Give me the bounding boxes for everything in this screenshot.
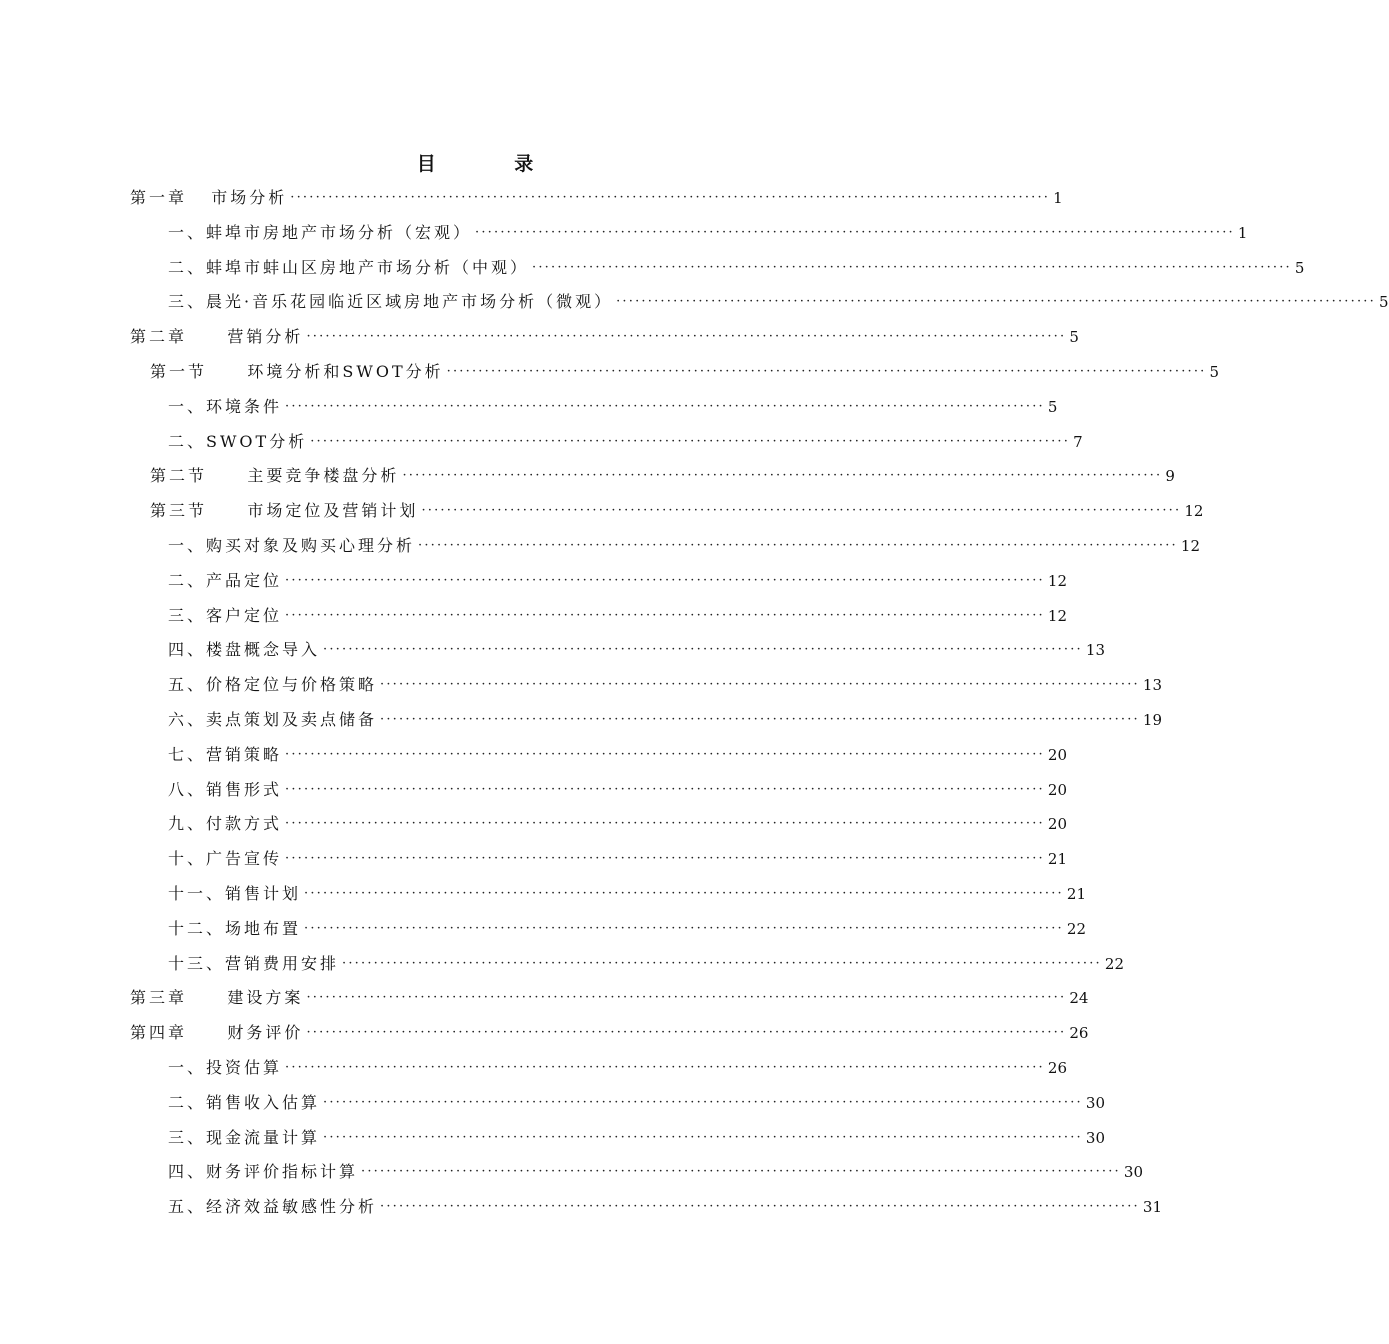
toc-entry-item[interactable] <box>168 564 1067 598</box>
toc-page-number: 21 <box>1066 885 1086 903</box>
toc-page-number: 24 <box>1069 989 1089 1008</box>
toc-entry-item[interactable] <box>168 738 1067 772</box>
toc-page-number: 30 <box>1123 1163 1143 1182</box>
toc-entry-item[interactable] <box>168 1155 1143 1189</box>
toc-page-number: 5 <box>1378 293 1389 312</box>
dot-leader: ························································································································ <box>290 190 1051 205</box>
toc-entry-chapter[interactable] <box>130 181 1063 215</box>
toc-entry-label: 十二、场地布置 <box>168 918 302 938</box>
toc-entry-item[interactable] <box>168 425 1083 459</box>
dot-leader: ························································································································ <box>306 329 1067 345</box>
toc-page-number: 22 <box>1104 954 1124 973</box>
toc-entry-item[interactable] <box>168 390 1058 424</box>
toc-entry-item[interactable] <box>168 251 1305 285</box>
toc-page-number: 1 <box>1053 189 1063 207</box>
toc-entry-item[interactable] <box>168 947 1124 981</box>
toc-entry-item[interactable] <box>168 912 1086 946</box>
toc-page-number: 13 <box>1142 676 1162 695</box>
dot-leader: ························································································································ <box>421 503 1182 519</box>
toc-page-number: 30 <box>1085 1128 1105 1147</box>
toc-page-number: 7 <box>1073 432 1083 451</box>
dot-leader: ························································································································ <box>310 433 1071 449</box>
toc-entry-label: 二、产品定位 <box>168 570 283 590</box>
toc-entry-item[interactable] <box>168 703 1162 737</box>
toc-entry-label: 五、价格定位与价格策略 <box>168 675 378 695</box>
dot-leader: ························································································································ <box>304 886 1064 901</box>
toc-entry-label: 十三、营销费用安排 <box>168 953 340 973</box>
toc-page-number: 5 <box>1069 328 1079 347</box>
toc-entry-section[interactable] <box>150 355 1220 389</box>
toc-page-number: 12 <box>1180 537 1200 555</box>
toc-entry-item[interactable] <box>168 668 1162 702</box>
toc-page-number: 12 <box>1047 571 1067 590</box>
toc-entry-label: 第一节 环境分析和SWOT分析 <box>150 362 444 381</box>
toc-entry-chapter[interactable] <box>130 1016 1089 1050</box>
page-title: 目 录 <box>416 153 570 175</box>
dot-leader: ························································································································ <box>285 398 1045 414</box>
toc-entry-label: 一、蚌埠市房地产市场分析（宏观） <box>168 222 473 242</box>
toc-entry-label: 三、客户定位 <box>168 605 283 625</box>
dot-leader: ························································································································ <box>361 1164 1121 1180</box>
toc-entry-section[interactable] <box>150 494 1204 528</box>
dot-leader: ························································································································ <box>342 955 1102 971</box>
dot-leader: ························································································································ <box>285 781 1045 797</box>
toc-entry-label: 九、付款方式 <box>168 814 283 834</box>
toc-entry-label: 五、经济效益敏感性分析 <box>168 1197 378 1217</box>
dot-leader: ························································································································ <box>402 468 1163 484</box>
toc-entry-label: 一、投资估算 <box>168 1058 283 1077</box>
toc-entry-item[interactable] <box>168 1086 1105 1120</box>
toc-entry-label: 三、晨光·音乐花园临近区域房地产市场分析（微观） <box>168 292 614 312</box>
dot-leader: ························································································································ <box>323 1094 1083 1110</box>
toc-entry-label: 一、购买对象及购买心理分析 <box>168 536 416 555</box>
dot-leader: ························································································································ <box>285 1060 1045 1075</box>
dot-leader: ························································································································ <box>285 746 1045 762</box>
dot-leader: ························································································································ <box>285 572 1045 588</box>
toc-entry-item[interactable] <box>168 842 1067 876</box>
toc-page-number: 5 <box>1294 258 1305 277</box>
toc-entry-label: 二、蚌埠市蚌山区房地产市场分析（中观） <box>168 257 530 277</box>
toc-page-number: 22 <box>1066 919 1086 938</box>
dot-leader: ························································································································ <box>532 259 1292 275</box>
toc-entry-label: 八、销售形式 <box>168 779 283 799</box>
toc-entry-label: 第三节 市场定位及营销计划 <box>150 501 419 521</box>
toc-page-number: 20 <box>1047 745 1067 764</box>
toc-page-number: 5 <box>1209 363 1220 381</box>
toc-page-number: 12 <box>1184 502 1204 521</box>
toc-entry-item[interactable] <box>168 1190 1162 1224</box>
toc-entry-label: 六、卖点策划及卖点储备 <box>168 710 378 729</box>
toc-entry-item[interactable] <box>168 633 1105 667</box>
toc-entry-label: 七、营销策略 <box>168 744 283 764</box>
toc-entry-label: 第二章 营销分析 <box>130 327 304 347</box>
toc-entry-item[interactable] <box>168 1051 1067 1085</box>
toc-entry-item[interactable] <box>168 773 1067 807</box>
toc-entry-chapter[interactable] <box>130 981 1089 1015</box>
dot-leader: ························································································································ <box>323 1129 1083 1145</box>
dot-leader: ························································································································ <box>616 294 1376 310</box>
toc-entry-label: 三、现金流量计算 <box>168 1127 321 1147</box>
toc-page-number: 26 <box>1069 1024 1089 1043</box>
toc-entry-label: 第四章 财务评价 <box>130 1023 304 1043</box>
toc-page-number: 21 <box>1047 850 1067 869</box>
dot-leader: ························································································································ <box>380 677 1140 693</box>
toc-page-number: 20 <box>1047 815 1067 834</box>
dot-leader: ························································································································ <box>306 990 1067 1006</box>
toc-entry-label: 第一章 市场分析 <box>130 188 288 207</box>
dot-leader: ························································································································ <box>475 224 1235 240</box>
dot-leader: ························································································································ <box>306 1025 1067 1041</box>
toc-entry-label: 第三章 建设方案 <box>130 988 304 1008</box>
dot-leader: ························································································································ <box>285 816 1045 832</box>
toc-entry-label: 十一、销售计划 <box>168 884 302 903</box>
dot-leader: ························································································································ <box>285 851 1045 867</box>
dot-leader: ························································································································ <box>380 1199 1140 1215</box>
toc-entry-item[interactable] <box>168 807 1067 841</box>
dot-leader: ························································································································ <box>418 538 1178 553</box>
toc-entry-label: 二、SWOT分析 <box>168 431 308 451</box>
toc-entry-label: 四、楼盘概念导入 <box>168 640 321 660</box>
toc-entry-item[interactable] <box>168 877 1086 911</box>
toc-entry-item[interactable] <box>168 529 1200 563</box>
toc-page-number: 5 <box>1047 397 1058 416</box>
toc-entry-section[interactable] <box>150 459 1175 493</box>
toc-entry-label: 第二节 主要竞争楼盘分析 <box>150 466 400 486</box>
toc-entry-chapter[interactable] <box>130 320 1079 354</box>
toc-entry-item[interactable] <box>168 216 1248 250</box>
dot-leader: ························································································································ <box>380 712 1140 727</box>
toc-page-number: 30 <box>1085 1093 1105 1112</box>
toc-page-number: 9 <box>1165 467 1175 486</box>
toc-page-number: 31 <box>1142 1198 1162 1217</box>
toc-entry-item[interactable] <box>168 285 1389 319</box>
toc-page-number: 12 <box>1047 606 1067 625</box>
dot-leader: ························································································································ <box>285 607 1045 623</box>
toc-page-number: 26 <box>1047 1059 1067 1077</box>
toc-page-number: 13 <box>1085 641 1105 660</box>
dot-leader: ························································································································ <box>323 642 1083 658</box>
toc-entry-item[interactable] <box>168 1121 1105 1155</box>
toc-entry-label: 一、环境条件 <box>168 396 283 416</box>
toc-page-number: 20 <box>1047 780 1067 799</box>
toc-page-number: 1 <box>1237 223 1248 242</box>
dot-leader: ························································································································ <box>446 364 1207 379</box>
toc-page-number: 19 <box>1142 711 1162 729</box>
toc-entry-item[interactable] <box>168 599 1067 633</box>
toc-entry-label: 二、销售收入估算 <box>168 1092 321 1112</box>
toc-entry-label: 十、广告宣传 <box>168 849 283 869</box>
dot-leader: ························································································································ <box>304 920 1064 936</box>
toc-entry-label: 四、财务评价指标计算 <box>168 1162 359 1182</box>
